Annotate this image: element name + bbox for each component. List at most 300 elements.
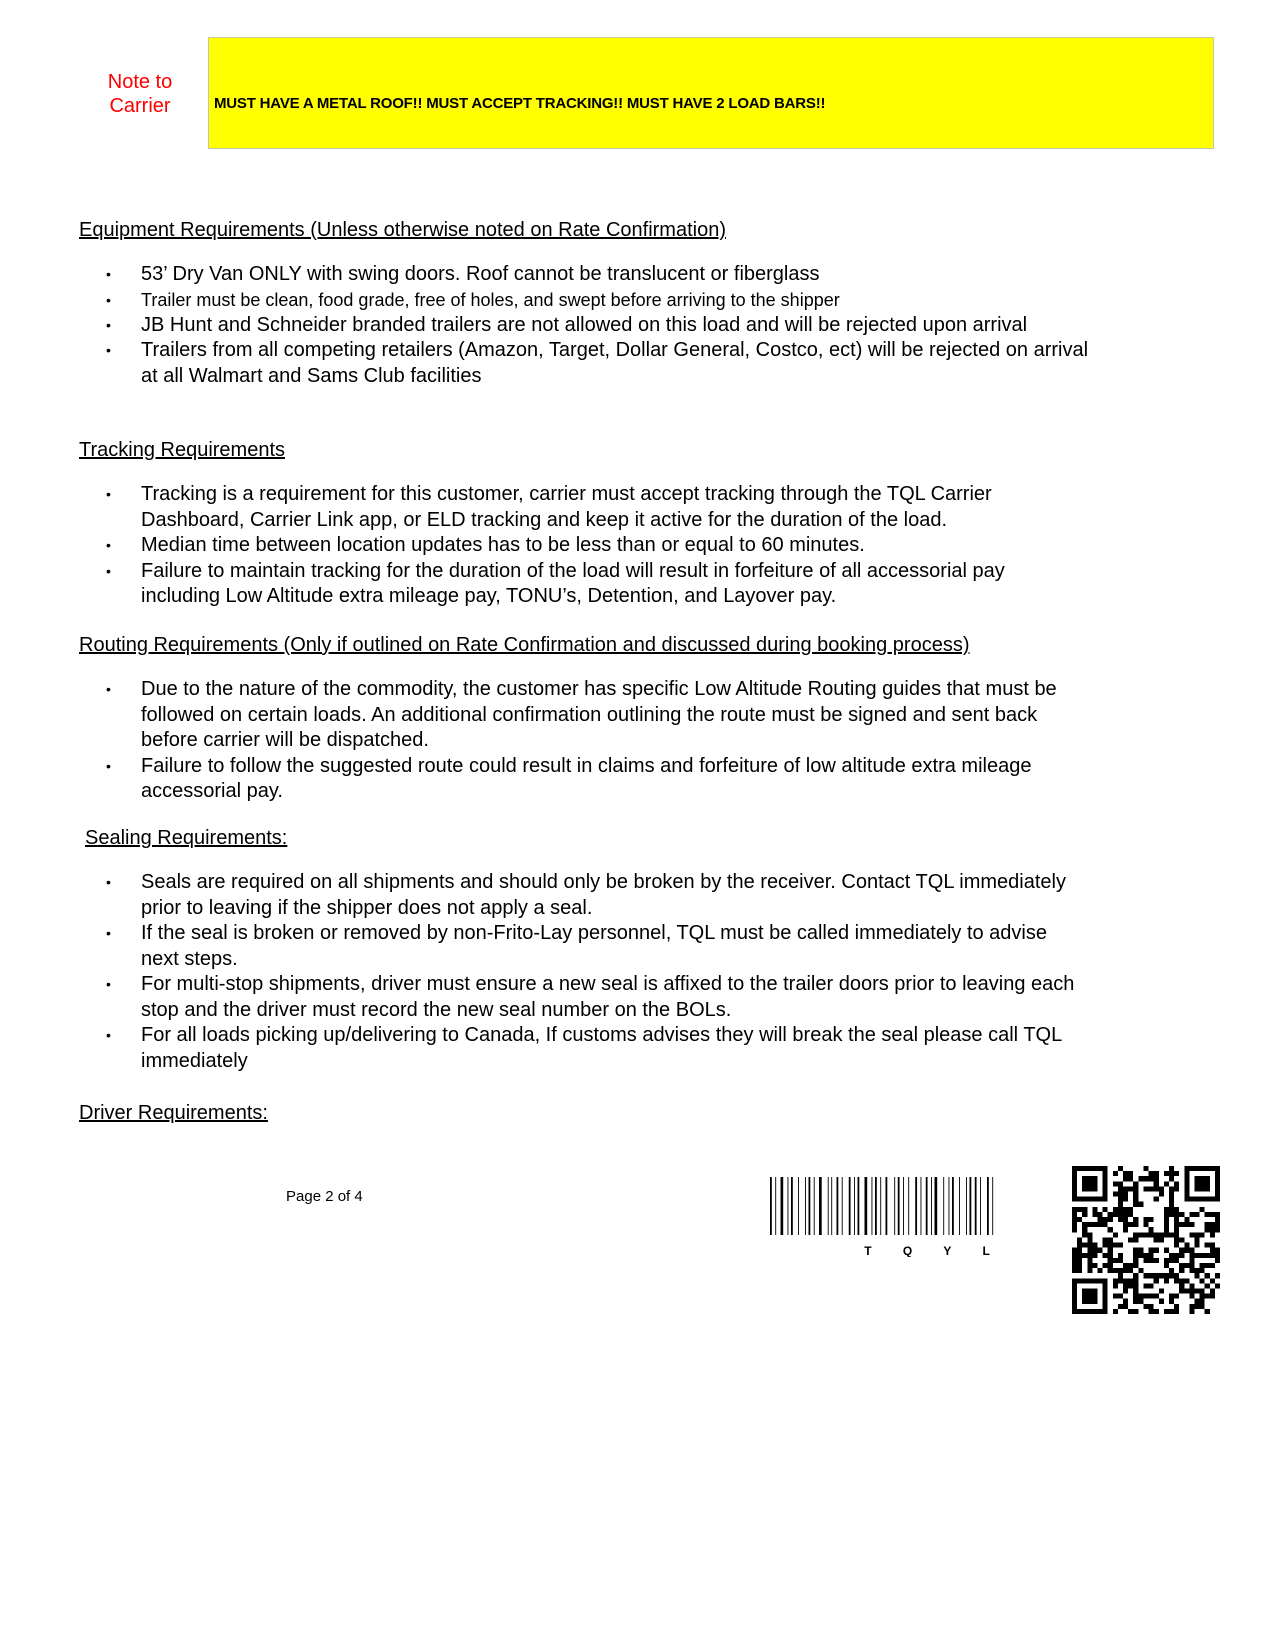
tracking-list	[79, 482, 1089, 610]
qr-module	[1169, 1309, 1174, 1314]
qr-module	[1123, 1171, 1128, 1176]
qr-module	[1072, 1222, 1077, 1227]
qr-module	[1174, 1237, 1179, 1242]
qr-module	[1118, 1268, 1123, 1273]
qr-module	[1174, 1258, 1179, 1263]
qr-module	[1169, 1176, 1174, 1181]
qr-module	[1149, 1273, 1154, 1278]
qr-module	[1092, 1243, 1097, 1248]
qr-module	[1138, 1294, 1143, 1299]
qr-module	[1210, 1212, 1215, 1217]
qr-module	[1174, 1171, 1179, 1176]
qr-module	[1210, 1278, 1215, 1283]
qr-module	[1118, 1278, 1123, 1283]
qr-module	[1205, 1243, 1210, 1248]
qr-module	[1169, 1192, 1174, 1197]
qr-module	[1210, 1263, 1215, 1268]
qr-module	[1118, 1217, 1123, 1222]
qr-module	[1133, 1222, 1138, 1227]
qr-module	[1179, 1253, 1184, 1258]
qr-module	[1072, 1227, 1077, 1232]
list-item: • Failure to follow the suggested route could result in claims and forfeiture of low altitude extra mileage accessorial pay.	[79, 754, 1089, 805]
qr-module	[1205, 1294, 1210, 1299]
qr-module	[1174, 1212, 1179, 1217]
barcode-bar	[831, 1177, 832, 1235]
barcode-text: T Q Y L	[864, 1244, 1004, 1257]
qr-module	[1164, 1217, 1169, 1222]
qr-module	[1118, 1166, 1123, 1171]
qr-module	[1143, 1186, 1148, 1191]
qr-module	[1169, 1299, 1174, 1304]
barcode-bar	[992, 1177, 993, 1235]
barcode-bar	[931, 1177, 932, 1235]
qr-module	[1189, 1263, 1194, 1268]
qr-module	[1092, 1222, 1097, 1227]
barcode-bar	[980, 1177, 981, 1235]
qr-module	[1098, 1212, 1103, 1217]
qr-module	[1174, 1232, 1179, 1237]
barcode-bar	[943, 1177, 944, 1235]
page-number: Page 2 of 4	[286, 1188, 363, 1205]
qr-module	[1179, 1212, 1184, 1217]
barcode-bar	[819, 1177, 822, 1235]
qr-module	[1103, 1243, 1108, 1248]
qr-module	[1143, 1232, 1148, 1237]
qr-module	[1200, 1253, 1205, 1258]
qr-module	[1189, 1309, 1194, 1314]
qr-module	[1210, 1232, 1215, 1237]
qr-module	[1118, 1294, 1123, 1299]
qr-module	[1194, 1212, 1199, 1217]
qr-module	[1205, 1273, 1210, 1278]
qr-module	[1194, 1304, 1199, 1309]
qr-module	[1215, 1217, 1220, 1222]
qr-module	[1128, 1222, 1133, 1227]
qr-module	[1174, 1222, 1179, 1227]
qr-module	[1123, 1304, 1128, 1309]
qr-module	[1072, 1166, 1108, 1171]
barcode-bar	[970, 1177, 972, 1235]
qr-module	[1108, 1243, 1113, 1248]
qr-module	[1128, 1212, 1133, 1217]
qr-module	[1169, 1186, 1174, 1191]
qr-module	[1179, 1222, 1184, 1227]
qr-module	[1164, 1309, 1169, 1314]
qr-module	[1072, 1278, 1108, 1283]
qr-module	[1210, 1288, 1215, 1293]
qr-module	[1205, 1263, 1210, 1268]
barcode-bar	[935, 1177, 938, 1235]
qr-module	[1092, 1253, 1097, 1258]
qr-module	[1179, 1278, 1184, 1283]
qr-module	[1082, 1288, 1097, 1303]
qr-module	[1174, 1243, 1179, 1248]
qr-module	[1200, 1268, 1205, 1273]
qr-module	[1149, 1171, 1154, 1176]
barcode-bar	[875, 1177, 877, 1235]
qr-module	[1072, 1197, 1108, 1202]
sealing-title: Sealing Requirements:	[85, 827, 288, 849]
qr-module	[1205, 1253, 1210, 1258]
qr-module	[1103, 1166, 1108, 1202]
qr-module	[1098, 1248, 1103, 1253]
barcode-bar	[908, 1177, 909, 1235]
barcode-bar	[959, 1177, 960, 1235]
qr-module	[1072, 1212, 1077, 1217]
qr-module	[1164, 1227, 1169, 1232]
qr-module	[1164, 1212, 1169, 1217]
qr-module	[1077, 1237, 1082, 1242]
qr-module	[1143, 1294, 1148, 1299]
qr-module	[1184, 1278, 1189, 1283]
qr-module	[1200, 1263, 1205, 1268]
barcode-bar	[949, 1177, 950, 1235]
qr-module	[1087, 1243, 1092, 1248]
qr-module	[1087, 1253, 1092, 1258]
barcode-bar	[886, 1177, 888, 1235]
qr-module	[1133, 1181, 1138, 1186]
qr-module	[1200, 1207, 1205, 1212]
qr-module	[1184, 1222, 1189, 1227]
qr-module	[1159, 1273, 1164, 1278]
qr-module	[1194, 1288, 1199, 1293]
list-item: • Failure to maintain tracking for the duration of the load will result in forfeiture of all accessorial pay including Low Altitude extra mileage pay, TONU’s, Detention, and Layover pay.	[79, 559, 1089, 610]
qr-module	[1118, 1186, 1123, 1191]
qr-module	[1149, 1283, 1154, 1288]
qr-module	[1143, 1176, 1148, 1181]
qr-module	[1149, 1186, 1154, 1191]
qr-module	[1169, 1207, 1174, 1212]
qr-module	[1200, 1288, 1205, 1293]
qr-module	[1092, 1207, 1097, 1212]
qr-module	[1215, 1227, 1220, 1232]
qr-module	[1123, 1207, 1128, 1212]
qr-module	[1133, 1197, 1138, 1202]
qr-module	[1194, 1268, 1199, 1273]
qr-module	[1123, 1278, 1128, 1283]
qr-module	[1133, 1288, 1138, 1293]
qr-module	[1174, 1278, 1179, 1283]
qr-module	[1149, 1232, 1154, 1237]
qr-module	[1154, 1171, 1159, 1176]
qr-module	[1133, 1192, 1138, 1197]
barcode-bar	[798, 1177, 799, 1235]
qr-module	[1113, 1268, 1118, 1273]
qr-module	[1133, 1263, 1138, 1268]
qr-module	[1154, 1248, 1159, 1253]
qr-module	[1215, 1273, 1220, 1278]
qr-module	[1169, 1197, 1174, 1202]
qr-module	[1143, 1304, 1148, 1309]
qr-module	[1118, 1181, 1123, 1186]
qr-module	[1210, 1253, 1215, 1258]
qr-module	[1159, 1186, 1164, 1191]
barcode-bar	[975, 1177, 977, 1235]
qr-module	[1133, 1273, 1138, 1278]
qr-module	[1072, 1248, 1077, 1253]
barcode-bar	[781, 1177, 784, 1235]
qr-module	[1128, 1263, 1133, 1268]
qr-module	[1133, 1309, 1138, 1314]
qr-module	[1113, 1294, 1118, 1299]
qr-module	[1133, 1248, 1138, 1253]
qr-module	[1113, 1181, 1118, 1186]
qr-module	[1194, 1237, 1199, 1242]
qr-module	[1123, 1268, 1128, 1273]
qr-module	[1082, 1253, 1087, 1258]
qr-module	[1082, 1207, 1087, 1212]
qr-module	[1098, 1217, 1103, 1222]
qr-module	[1108, 1268, 1113, 1273]
qr-module	[1205, 1212, 1210, 1217]
qr-module	[1154, 1273, 1159, 1278]
qr-module	[1200, 1294, 1205, 1299]
qr-module	[1138, 1268, 1143, 1273]
qr-module	[1072, 1309, 1108, 1314]
qr-module	[1098, 1268, 1103, 1273]
qr-module	[1205, 1227, 1210, 1232]
list-item: • For multi-stop shipments, driver must ensure a new seal is affixed to the trailer doors prior to leaving each stop and the driver must record the new seal number on the BOLs.	[79, 972, 1089, 1023]
qr-module	[1164, 1248, 1169, 1253]
barcode-bar	[915, 1177, 917, 1235]
qr-module	[1149, 1304, 1154, 1309]
qr-module	[1113, 1171, 1118, 1176]
qr-module	[1128, 1309, 1133, 1314]
qr-module	[1210, 1222, 1215, 1227]
qr-module	[1133, 1202, 1138, 1207]
qr-module	[1133, 1217, 1138, 1222]
qr-module	[1133, 1294, 1138, 1299]
qr-module	[1174, 1273, 1179, 1278]
qr-module	[1179, 1283, 1184, 1288]
qr-module	[1184, 1166, 1220, 1171]
qr-module	[1077, 1217, 1082, 1222]
qr-module	[1087, 1258, 1092, 1263]
barcode-bar	[775, 1177, 776, 1235]
qr-module	[1077, 1258, 1082, 1263]
qr-module	[1077, 1268, 1082, 1273]
qr-module	[1128, 1186, 1133, 1191]
qr-module	[1138, 1232, 1143, 1237]
qr-module	[1113, 1243, 1118, 1248]
qr-module	[1123, 1283, 1128, 1288]
qr-module	[1123, 1227, 1128, 1232]
barcode-bar	[872, 1177, 873, 1235]
qr-module	[1133, 1186, 1138, 1191]
qr-module	[1149, 1309, 1154, 1314]
qr-module	[1210, 1243, 1215, 1248]
qr-module	[1194, 1176, 1209, 1191]
qr-module	[1098, 1222, 1103, 1227]
qr-module	[1128, 1207, 1133, 1212]
qr-module	[1103, 1207, 1108, 1212]
barcode-bar	[809, 1177, 811, 1235]
qr-module	[1210, 1248, 1215, 1253]
qr-module	[1164, 1278, 1169, 1283]
qr-module	[1179, 1268, 1184, 1273]
qr-module	[1169, 1202, 1174, 1207]
qr-module	[1092, 1248, 1097, 1253]
qr-module	[1077, 1248, 1082, 1253]
barcode-bar	[880, 1177, 881, 1235]
qr-module	[1215, 1258, 1220, 1263]
barcode-bar	[966, 1177, 967, 1235]
qr-module	[1149, 1294, 1154, 1299]
qr-module	[1215, 1253, 1220, 1258]
qr-module	[1113, 1283, 1118, 1288]
qr-module	[1072, 1166, 1077, 1202]
qr-module	[1128, 1268, 1133, 1273]
list-item: • If the seal is broken or removed by non-Frito-Lay personnel, TQL must be called immediately to advise next steps.	[79, 921, 1089, 972]
qr-module	[1123, 1299, 1128, 1304]
list-item: • Trailers from all competing retailers (Amazon, Target, Dollar General, Costco, ect) will be rejected on arrival at all Walmart and Sams Club facilities	[79, 338, 1089, 389]
qr-module	[1189, 1294, 1194, 1299]
qr-module	[1169, 1273, 1174, 1278]
qr-module	[1215, 1248, 1220, 1253]
qr-module	[1092, 1263, 1097, 1268]
qr-module	[1118, 1192, 1123, 1197]
qr-module	[1113, 1232, 1118, 1237]
list-item: • Due to the nature of the commodity, the customer has specific Low Altitude Routing guides that must be followed on certain loads. An additional confirmation outlining the route must be signed and sent back before carrier will be dispatched.	[79, 677, 1089, 754]
routing-title: Routing Requirements (Only if outlined on Rate Confirmation and discussed during booking process)	[79, 634, 970, 656]
qr-module	[1174, 1227, 1179, 1232]
qr-module	[1154, 1181, 1159, 1186]
qr-module	[1082, 1243, 1087, 1248]
qr-module	[1123, 1263, 1128, 1268]
qr-module	[1149, 1217, 1154, 1222]
qr-module	[1164, 1232, 1169, 1237]
qr-module	[1174, 1186, 1179, 1191]
list-item: • Seals are required on all shipments and should only be broken by the receiver. Contact TQL immediately prior to leaving if the shipper does not apply a seal.	[79, 870, 1089, 921]
qr-module	[1174, 1309, 1179, 1314]
qr-module	[1123, 1176, 1128, 1181]
qr-module	[1072, 1253, 1077, 1258]
qr-module	[1154, 1258, 1159, 1263]
qr-module	[1072, 1258, 1077, 1263]
qr-module	[1200, 1232, 1205, 1237]
qr-module	[1103, 1237, 1108, 1242]
barcode-bar	[814, 1177, 815, 1235]
qr-module	[1189, 1304, 1194, 1309]
qr-module	[1082, 1227, 1087, 1232]
note-label: Note to Carrier	[107, 71, 173, 117]
qr-module	[1215, 1222, 1220, 1227]
qr-module	[1072, 1263, 1077, 1268]
qr-module	[1113, 1212, 1118, 1217]
qr-module	[1189, 1212, 1194, 1217]
qr-module	[1164, 1207, 1169, 1212]
qr-module	[1133, 1299, 1138, 1304]
qr-module	[1164, 1258, 1169, 1263]
qr-module	[1154, 1176, 1159, 1181]
qr-module	[1133, 1283, 1138, 1288]
qr-module	[1164, 1273, 1169, 1278]
qr-module	[1154, 1294, 1159, 1299]
qr-module	[1159, 1288, 1164, 1293]
equipment-list	[79, 262, 1089, 389]
qr-module	[1108, 1263, 1113, 1268]
qr-module	[1123, 1288, 1128, 1293]
qr-module	[1169, 1232, 1174, 1237]
qr-module	[1215, 1212, 1220, 1217]
qr-module	[1128, 1283, 1133, 1288]
qr-module	[1072, 1207, 1077, 1212]
qr-module	[1174, 1253, 1179, 1258]
barcode-bar	[828, 1177, 829, 1235]
qr-module	[1072, 1268, 1077, 1273]
qr-module	[1087, 1237, 1092, 1242]
barcode-image	[770, 1177, 1058, 1257]
qr-module	[1133, 1237, 1138, 1242]
qr-module	[1194, 1299, 1199, 1304]
barcode-bar	[791, 1177, 793, 1235]
qr-module	[1138, 1202, 1143, 1207]
qr-module	[1128, 1237, 1133, 1242]
barcode-bar	[770, 1177, 772, 1235]
barcode-bar	[865, 1177, 868, 1235]
barcode-bar	[805, 1177, 806, 1235]
qr-module	[1159, 1232, 1164, 1237]
qr-module	[1154, 1232, 1159, 1237]
qr-module	[1174, 1217, 1179, 1222]
qr-module	[1143, 1258, 1148, 1263]
qr-module	[1138, 1253, 1143, 1258]
qr-module	[1184, 1243, 1189, 1248]
qr-module	[1215, 1166, 1220, 1202]
qr-module	[1118, 1258, 1123, 1263]
qr-module	[1082, 1222, 1087, 1227]
qr-module	[1143, 1253, 1148, 1258]
qr-module	[1138, 1299, 1143, 1304]
qr-module	[1133, 1258, 1138, 1263]
qr-module	[1087, 1232, 1092, 1237]
qr-module	[1200, 1299, 1205, 1304]
qr-module	[1123, 1186, 1128, 1191]
barcode-bar	[952, 1177, 954, 1235]
qr-module	[1138, 1176, 1143, 1181]
qr-module	[1077, 1243, 1082, 1248]
qr-module	[1108, 1248, 1113, 1253]
qr-module	[1205, 1283, 1210, 1288]
qr-module	[1194, 1253, 1199, 1258]
qr-module	[1108, 1217, 1113, 1222]
list-item: • 53’ Dry Van ONLY with swing doors. Roof cannot be translucent or fiberglass	[79, 262, 1089, 288]
qr-module	[1108, 1237, 1113, 1242]
qr-module	[1189, 1268, 1194, 1273]
qr-module	[1189, 1283, 1194, 1288]
qr-module	[1215, 1283, 1220, 1288]
qr-module	[1184, 1217, 1189, 1222]
qr-module	[1169, 1268, 1174, 1273]
qr-module	[1087, 1263, 1092, 1268]
qr-module	[1082, 1176, 1097, 1191]
qr-module	[1118, 1197, 1123, 1202]
qr-module	[1205, 1309, 1210, 1314]
qr-module	[1164, 1222, 1169, 1227]
qr-module	[1169, 1166, 1174, 1171]
qr-module	[1154, 1186, 1159, 1191]
tracking-title: Tracking Requirements	[79, 439, 286, 461]
qr-module	[1087, 1248, 1092, 1253]
qr-module	[1189, 1253, 1194, 1258]
barcode-bar	[903, 1177, 904, 1235]
qr-module	[1164, 1171, 1169, 1176]
note-text: MUST HAVE A METAL ROOF!! MUST ACCEPT TRACKING!! MUST HAVE 2 LOAD BARS!!	[214, 95, 826, 112]
qr-module	[1118, 1243, 1123, 1248]
qr-module	[1103, 1217, 1108, 1222]
qr-module	[1164, 1263, 1169, 1268]
qr-module	[1123, 1217, 1128, 1222]
